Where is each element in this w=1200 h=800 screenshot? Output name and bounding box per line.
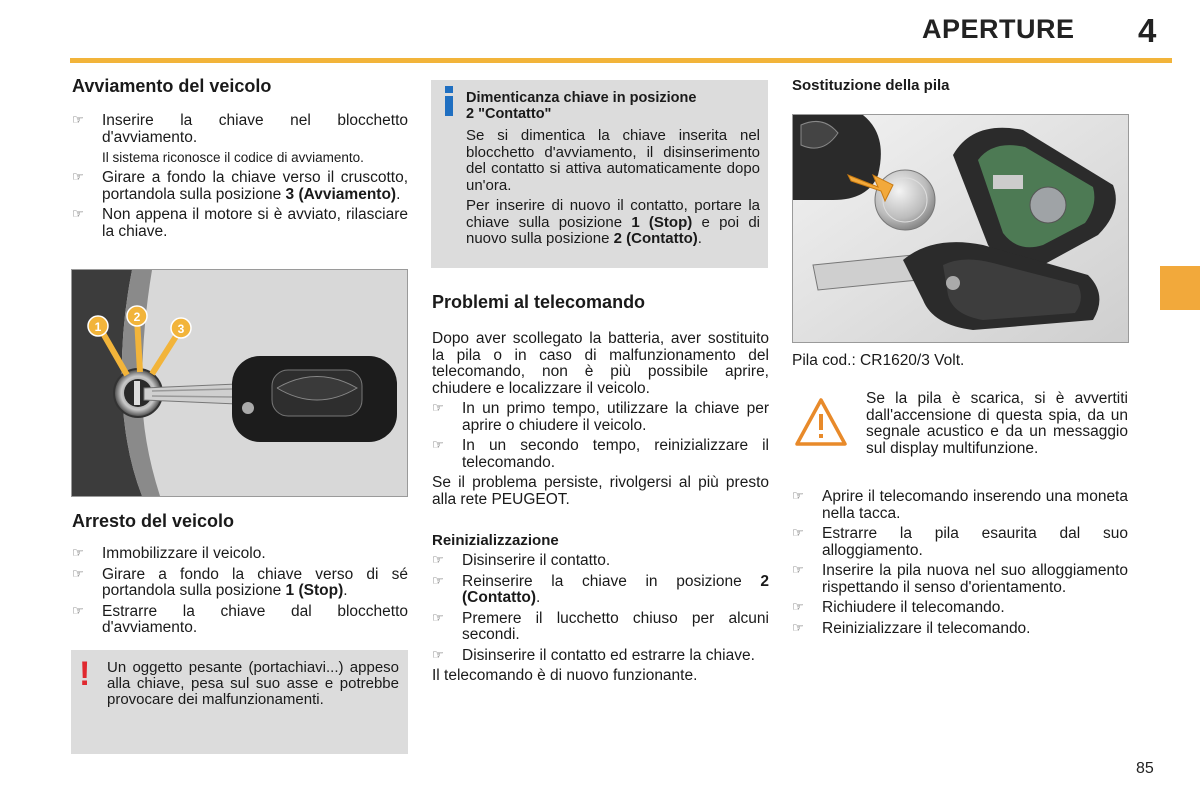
heading-stop: Arresto del veicolo — [72, 511, 235, 531]
list-item: ☞ Reinizializzare il telecomando. — [792, 619, 1031, 637]
battery-photo — [792, 114, 1129, 343]
list-item: ☞ Inserire la chiave nel blocchetto d'avviamento. — [72, 112, 408, 146]
bullet-hand-icon: ☞ — [792, 562, 804, 577]
list-item: ☞ Estrarre la pila esaurita dal suo alloggiamento. — [792, 525, 1128, 559]
reinit-done: Il telecomando è di nuovo funzionante. — [432, 667, 698, 684]
position-label-2: 2 — [133, 310, 141, 324]
battery-warning-text: Se la pila è scarica, si è avvertiti dall'accensione di questa spia, da un segnale acustico e da un messaggio sul display multifunzione. — [866, 390, 1128, 457]
remote-intro: Dopo aver scollegato la batteria, aver sostituito la pila o in caso di malfunzionamento del telecomando, non è più possibile aprire, chiudere e localizzare il veicolo. — [432, 330, 769, 397]
battery-steps-wrap — [792, 489, 1128, 641]
list-item: ☞ Non appena il motore si è avviato, rilasciare la chiave. — [72, 206, 408, 240]
middle-column — [432, 292, 769, 685]
battery-illustration — [793, 115, 1128, 342]
list-item: ☞ Girare a fondo la chiave verso il cruscotto, portandola sulla posizione 3 (Avviamento). — [72, 169, 408, 203]
list-item: ☞ In un primo tempo, utilizzare la chiave per aprire o chiudere il veicolo. — [432, 400, 769, 434]
bullet-hand-icon: ☞ — [72, 112, 84, 127]
position-label-3: 3 — [177, 322, 185, 336]
stop-steps — [72, 546, 408, 637]
position-label-1: 1 — [94, 320, 102, 334]
info-icon — [441, 86, 457, 116]
list-item: ☞ Richiudere il telecomando. — [792, 599, 1005, 616]
info-box — [431, 80, 768, 268]
bullet-hand-icon: ☞ — [72, 602, 84, 618]
warning-triangle-icon — [793, 396, 849, 450]
bullet-hand-icon: ☞ — [72, 206, 84, 221]
list-item: ☞ Immobilizzare il veicolo. — [72, 545, 266, 562]
list-item: ☞ Disinserire il contatto. — [432, 552, 611, 569]
heading-remote: Problemi al telecomando — [432, 292, 646, 312]
battery-caption: Pila cod.: CR1620/3 Volt. — [792, 352, 965, 369]
chapter-number: 4 — [1138, 12, 1157, 49]
heading-reinit: Reinizializzazione — [432, 532, 559, 549]
bullet-hand-icon: ☞ — [72, 565, 84, 581]
page-number: 85 — [1136, 760, 1154, 777]
start-steps — [72, 113, 408, 146]
bullet-hand-icon: ☞ — [432, 400, 444, 415]
ignition-illustration — [72, 270, 407, 496]
info-paragraph-2: Per inserire di nuovo il contatto, portare la chiave sulla posizione 1 (Stop) e poi di nuovo sulla posizione 2 (Contatto). — [466, 197, 760, 247]
bullet-hand-icon: ☞ — [792, 488, 804, 503]
list-item: ☞ Reinserire la chiave in posizione 2 (Contatto). — [432, 572, 769, 606]
bullet-hand-icon: ☞ — [792, 525, 804, 540]
bullet-hand-icon: ☞ — [432, 552, 444, 567]
left-column — [72, 76, 408, 244]
list-item: ☞ Premere il lucchetto chiuso per alcuni secondi. — [432, 609, 769, 643]
bullet-hand-icon: ☞ — [72, 169, 84, 184]
warning-text: Un oggetto pesante (portachiavi...) appeso alla chiave, pesa sul suo asse e potrebbe provocare dei malfunzionamenti. — [107, 659, 399, 708]
list-item: ☞ Aprire il telecomando inserendo una moneta nella tacca. — [792, 488, 1128, 522]
bullet-hand-icon: ☞ — [792, 619, 804, 635]
bullet-hand-icon: ☞ — [792, 599, 804, 614]
exclamation-icon: ! — [79, 655, 91, 693]
list-item: ☞ Girare a fondo la chiave verso di sé portandola sulla posizione 1 (Stop). — [72, 565, 408, 599]
bullet-hand-icon: ☞ — [72, 545, 84, 560]
start-note: Il sistema riconosce il codice di avviamento. — [102, 150, 364, 165]
heading-battery: Sostituzione della pila — [792, 77, 950, 94]
list-item: ☞ In un secondo tempo, reinizializzare il telecomando. — [432, 437, 769, 471]
remote-after: Se il problema persiste, rivolgersi al più presto alla rete PEUGEOT. — [432, 474, 769, 508]
start-steps-2 — [72, 170, 408, 240]
heading-start: Avviamento del veicolo — [72, 76, 272, 96]
bullet-hand-icon: ☞ — [432, 437, 444, 452]
chapter-side-tab — [1160, 266, 1200, 310]
bullet-hand-icon: ☞ — [432, 646, 444, 662]
left-column-stop — [72, 511, 408, 641]
reinit-steps — [432, 553, 769, 664]
ignition-photo — [71, 269, 408, 497]
info-title: Dimenticanza chiave in posizione 2 "Contatto" — [466, 90, 697, 122]
remote-steps — [432, 401, 769, 471]
warning-box — [71, 650, 408, 754]
header-rule — [70, 58, 1172, 63]
list-item: ☞ Disinserire il contatto ed estrarre la chiave. — [432, 646, 755, 664]
battery-steps — [792, 489, 1128, 637]
chapter-title: APERTURE — [922, 14, 1075, 44]
info-paragraph-1: Se si dimentica la chiave inserita nel blocchetto d'avviamento, il disinserimento del contatto si attiva automaticamente dopo un'ora. — [466, 127, 760, 194]
bullet-hand-icon: ☞ — [432, 609, 444, 625]
list-item: ☞ Inserire la pila nuova nel suo alloggiamento rispettando il senso d'orientamento. — [792, 562, 1128, 596]
list-item: ☞ Estrarre la chiave dal blocchetto d'avviamento. — [72, 602, 408, 636]
bullet-hand-icon: ☞ — [432, 572, 444, 588]
right-column-head — [792, 77, 1128, 94]
